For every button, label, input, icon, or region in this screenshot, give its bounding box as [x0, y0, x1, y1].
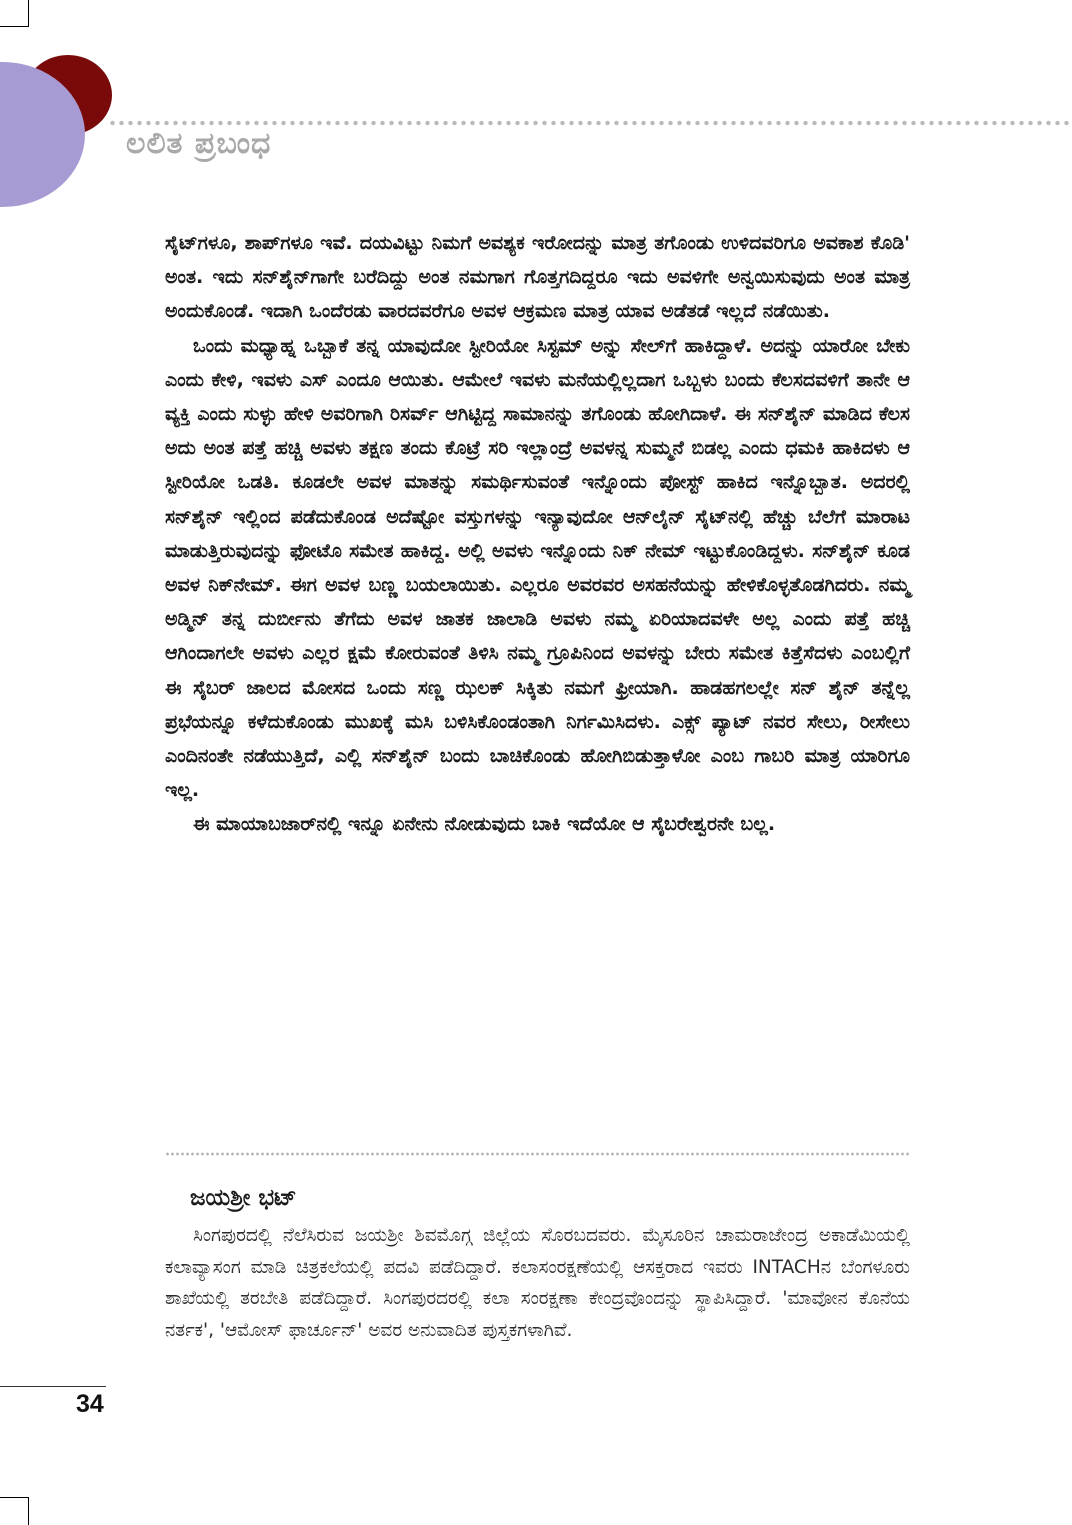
- article-body: [165, 226, 910, 842]
- article-paragraph: ಸೈಟ್‌ಗಳೂ, ಶಾಪ್‌ಗಳೂ ಇವೆ. ದಯವಿಟ್ಟು ನಿಮಗೆ ಅವಶ್ಯಕ ಇರೋದನ್ನು ಮಾತ್ರ ತಗೊಂಡು ಉಳಿದವರಿಗೂ ಅವಕಾಶ ಕೊಡಿ' ಅಂತ. ಇದು ಸನ್‌ಶೈನ್‌ಗಾಗೇ ಬರೆದಿದ್ದು ಅಂತ ನಮಗಾಗ ಗೊತ್ತಗದಿದ್ದರೂ ಇದು ಅವಳಿಗೇ ಅನ್ವಯಿಸುವುದು ಅಂತ ಮಾತ್ರ ಅಂದುಕೊಂಡೆ. ಇದಾಗಿ ಒಂದೆರಡು ವಾರದವರೆಗೂ ಅವಳ ಆಕ್ರಮಣ ಮಾತ್ರ ಯಾವ ಅಡೆತಡೆ ಇಲ್ಲದೆ ನಡೆಯಿತು.: [165, 232, 910, 323]
- article-paragraph: ಒಂದು ಮಧ್ಯಾಹ್ನ ಒಬ್ಬಾಕೆ ತನ್ನ ಯಾವುದೋ ಸ್ಟೀರಿಯೋ ಸಿಸ್ಟಮ್ ಅನ್ನು ಸೇಲ್‌ಗೆ ಹಾಕಿದ್ದಾಳೆ. ಅದನ್ನು ಯಾರೋ ಬೇಕು ಎಂದು ಕೇಳಿ, ಇವಳು ಎಸ್ ಎಂದೂ ಆಯಿತು. ಆಮೇಲೆ ಇವಳು ಮನೆಯಲ್ಲಿಲ್ಲದಾಗ ಒಬ್ಬಳು ಬಂದು ಕೆಲಸದವಳಿಗೆ ತಾನೇ ಆ ವ್ಯಕ್ತಿ ಎಂದು ಸುಳ್ಳು ಹೇಳಿ ಅವರಿಗಾಗಿ ರಿಸರ್ವ್ ಆಗಿಟ್ಟಿದ್ದ ಸಾಮಾನನ್ನು ತಗೊಂಡು ಹೋಗಿದಾಳೆ. ಈ ಸನ್‌ಶೈನ್ ಮಾಡಿದ ಕೆಲಸ ಅದು ಅಂತ ಪತ್ತೆ ಹಚ್ಚಿ ಅವಳು ತಕ್ಷಣ ತಂದು ಕೊಟ್ರೆ ಸರಿ ಇಲ್ಲಾಂದ್ರೆ ಅವಳನ್ನ ಸುಮ್ಮನೆ ಬಿಡಲ್ಲ ಎಂದು ಧಮಕಿ ಹಾಕಿದಳು ಆ ಸ್ಟೀರಿಯೋ ಒಡತಿ. ಕೂಡಲೇ ಅವಳ ಮಾತನ್ನು ಸಮರ್ಥಿಸುವಂತೆ ಇನ್ನೊಂದು ಪೋಸ್ಟ್ ಹಾಕಿದ ಇನ್ನೊಬ್ಬಾತ. ಅದರಲ್ಲಿ ಸನ್‌ಶೈನ್ ಇಲ್ಲಿಂದ ಪಡೆದುಕೊಂಡ ಅದೆಷ್ಟೋ ವಸ್ತುಗಳನ್ನು ಇನ್ಯಾವುದೋ ಆನ್‌ಲೈನ್ ಸೈಟ್‌ನಲ್ಲಿ ಹೆಚ್ಚು ಬೆಲೆಗೆ ಮಾರಾಟ ಮಾಡುತ್ತಿರುವುದನ್ನು ಫೋಟೊ ಸಮೇತ ಹಾಕಿದ್ದ. ಅಲ್ಲಿ ಅವಳು ಇನ್ನೊಂದು ನಿಕ್ ನೇಮ್ ಇಟ್ಟುಕೊಂಡಿದ್ದಳು. ಸನ್‌ಶೈನ್ ಕೂಡ ಅವಳ ನಿಕ್‌ನೇಮ್. ಈಗ ಅವಳ ಬಣ್ಣ ಬಯಲಾಯಿತು. ಎಲ್ಲರೂ ಅವರವರ ಅಸಹನೆಯನ್ನು ಹೇಳಿಕೊಳ್ಳತೊಡಗಿದರು. ನಮ್ಮ ಅಡ್ಮಿನ್ ತನ್ನ ದುರ್ಬೀನು ತೆಗೆದು ಅವಳ ಜಾತಕ ಜಾಲಾಡಿ ಅವಳು ನಮ್ಮ ಏರಿಯಾದವಳೇ ಅಲ್ಲ ಎಂದು ಪತ್ತೆ ಹಚ್ಚಿ ಆಗಿಂದಾಗಲೇ ಅವಳು ಎಲ್ಲರ ಕ್ಷಮೆ ಕೋರುವಂತೆ ತಿಳಿಸಿ ನಮ್ಮ ಗ್ರೂಪಿನಿಂದ ಅವಳನ್ನು ಬೇರು ಸಮೇತ ಕಿತ್ತೆಸೆದಳು ಎಂಬಲ್ಲಿಗೆ ಈ ಸೈಬರ್ ಜಾಲದ ಮೋಸದ ಒಂದು ಸಣ್ಣ ಝಲಕ್ ಸಿಕ್ಕಿತು ನಮಗೆ ಫ್ರೀಯಾಗಿ. ಹಾಡಹಗಲಲ್ಲೇ ಸನ್ ಶೈನ್ ತನ್ನೆಲ್ಲ ಪ್ರಭೆಯನ್ನೂ ಕಳೆದುಕೊಂಡು ಮುಖಕ್ಕೆ ಮಸಿ ಬಳಿಸಿಕೊಂಡಂತಾಗಿ ನಿರ್ಗಮಿಸಿದಳು. ಎಕ್ಸ್ ಪ್ಯಾಟ್ ನವರ ಸೇಲು, ರೀಸೇಲು ಎಂದಿನಂತೇ ನಡೆಯುತ್ತಿದೆ, ಎಲ್ಲಿ ಸನ್‌ಶೈನ್ ಬಂದು ಬಾಚಿಕೊಂಡು ಹೋಗಿಬಿಡುತ್ತಾಳೋ ಎಂಬ ಗಾಬರಿ ಮಾತ್ರ ಯಾರಿಗೂ ಇಲ್ಲ.: [165, 334, 910, 802]
- author-bio: ಸಿಂಗಪುರದಲ್ಲಿ ನೆಲೆಸಿರುವ ಜಯಶ್ರೀ ಶಿವಮೊಗ್ಗ ಜಿಲ್ಲೆಯ ಸೊರಬದವರು. ಮೈಸೂರಿನ ಚಾಮರಾಜೇಂದ್ರ ಅಕಾಡೆಮಿಯಲ್ಲಿ ಕಲಾವ್ಯಾಸಂಗ ಮಾಡಿ ಚಿತ್ರಕಲೆಯಲ್ಲಿ ಪದವಿ ಪಡೆದಿದ್ದಾರೆ. ಕಲಾಸಂರಕ್ಷಣೆಯಲ್ಲಿ ಆಸಕ್ತರಾದ ಇವರು INTACHನ ಬೆಂಗಳೂರು ಶಾಖೆಯಲ್ಲಿ ತರಬೇತಿ ಪಡೆದಿದ್ದಾರೆ. ಸಿಂಗಪುರದರಲ್ಲಿ ಕಲಾ ಸಂರಕ್ಷಣಾ ಕೇಂದ್ರವೊಂದನ್ನು ಸ್ಥಾಪಿಸಿದ್ದಾರೆ. 'ಮಾವೋನ ಕೊನೆಯ ನರ್ತಕ', 'ಆಮೋಸ್ ಫಾರ್ಚೂನ್' ಅವರ ಅನುವಾದಿತ ಪುಸ್ತಕಗಳಾಗಿವೆ.: [165, 1225, 910, 1341]
- crop-mark-top-horizontal: [0, 26, 29, 27]
- page-number: 34: [76, 1390, 104, 1418]
- author-name: ಜಯಶ್ರೀ ಭಟ್: [190, 1185, 297, 1211]
- page-number-rule: [0, 1386, 106, 1387]
- crop-mark-bottom-vertical: [28, 1497, 29, 1525]
- crop-mark-top-vertical: [28, 0, 29, 26]
- section-title: ಲಲಿತ ಪ್ರಬಂಧ: [126, 126, 272, 161]
- article-paragraph: ಈ ಮಾಯಾಬಜಾರ್‌ನಲ್ಲಿ ಇನ್ನೂ ಏನೇನು ನೋಡುವುದು ಬಾಕಿ ಇದೆಯೋ ಆ ಸೈಬರೇಶ್ವರನೇ ಬಲ್ಲ.: [193, 813, 776, 836]
- section-separator: [165, 1152, 910, 1156]
- crop-mark-bottom-horizontal: [0, 1497, 29, 1498]
